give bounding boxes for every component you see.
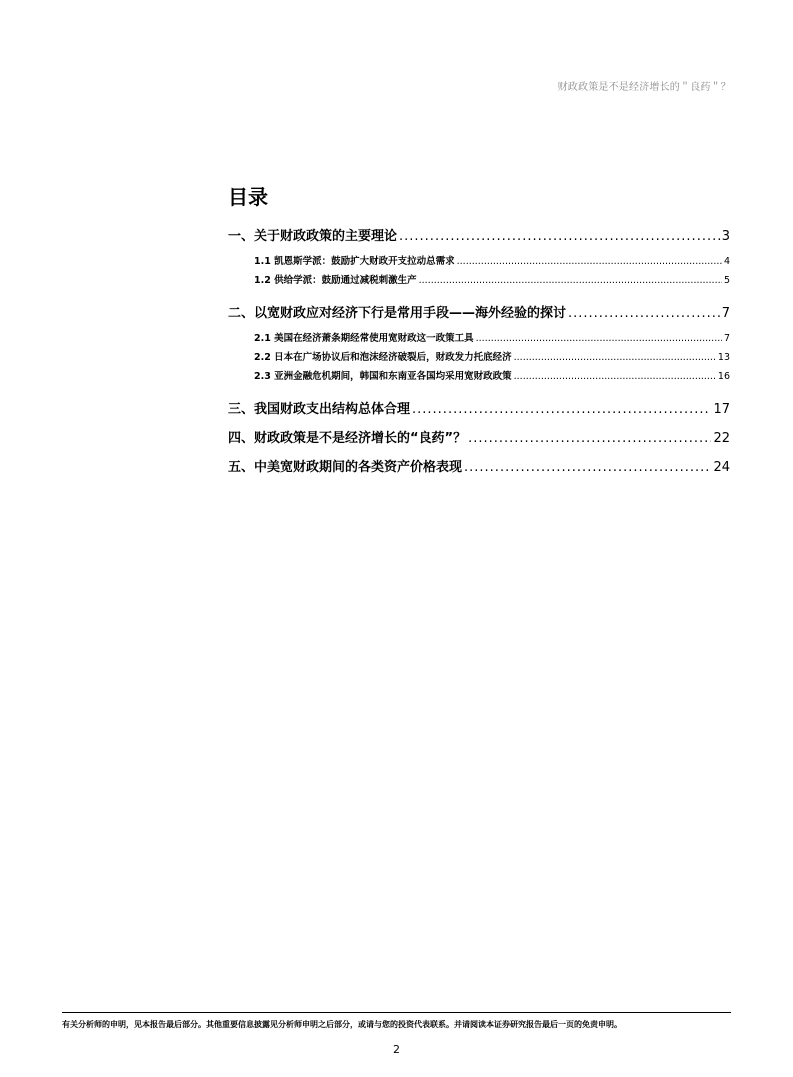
toc-leader-dots — [514, 351, 716, 365]
table-of-contents — [228, 226, 730, 486]
toc-entry-label: 三、我国财政支出结构总体合理 — [228, 402, 411, 417]
footer-divider — [62, 1012, 731, 1013]
toc-leader-dots — [412, 401, 711, 419]
toc-entry-page: 3 — [721, 229, 730, 244]
toc-entry-label: 四、财政政策是不是经济增长的“良药”？ — [228, 431, 467, 446]
running-header: 财政政策是不是经济增长的＂良药＂？ — [557, 82, 731, 93]
toc-entry-page: 24 — [713, 460, 730, 475]
toc-entry-page: 4 — [723, 256, 730, 267]
toc-subentry[interactable] — [228, 332, 730, 351]
toc-entry-label: 2.2 日本在广场协议后和泡沫经济破裂后，财政发力托底经济 — [254, 352, 512, 363]
toc-entry-page: 16 — [717, 371, 730, 382]
toc-spacer — [228, 389, 730, 399]
toc-entry-label: 2.3 亚洲金融危机期间，韩国和东南亚各国均采用宽财政政策 — [254, 371, 512, 382]
toc-subentry[interactable] — [228, 274, 730, 293]
toc-leader-dots — [457, 255, 722, 269]
toc-entry-label: 二、以宽财政应对经济下行是常用手段——海外经验的探讨 — [228, 306, 567, 321]
toc-subentry[interactable] — [228, 255, 730, 274]
toc-subentry[interactable] — [228, 351, 730, 370]
toc-spacer — [228, 293, 730, 303]
toc-entry-label: 1.1 凯恩斯学派：鼓励扩大财政开支拉动总需求 — [254, 256, 455, 267]
footer-disclaimer: 有关分析师的申明，见本报告最后部分。其他重要信息披露见分析师申明之后部分，或请与您的投资代表联系。并请阅读本证券研究报告最后一页的免责申明。 — [62, 1020, 622, 1029]
toc-leader-dots — [464, 459, 711, 477]
page-number: 2 — [393, 1043, 400, 1056]
toc-title: 目录 — [228, 185, 268, 209]
toc-entry-page: 7 — [721, 306, 730, 321]
toc-entry-label: 2.1 美国在经济萧条期经常使用宽财政这一政策工具 — [254, 333, 474, 344]
toc-entry-page: 17 — [713, 402, 730, 417]
toc-entry[interactable] — [228, 428, 730, 457]
toc-entry[interactable] — [228, 457, 730, 486]
toc-leader-dots — [476, 332, 722, 346]
toc-leader-dots — [568, 305, 720, 323]
toc-entry-label: 1.2 供给学派：鼓励通过减税刺激生产 — [254, 275, 417, 286]
toc-entry-label: 一、关于财政政策的主要理论 — [228, 229, 398, 244]
toc-leader-dots — [399, 228, 720, 246]
toc-leader-dots — [468, 430, 711, 448]
toc-leader-dots — [514, 370, 716, 384]
toc-leader-dots — [419, 274, 722, 288]
toc-entry-label: 五、中美宽财政期间的各类资产价格表现 — [228, 460, 463, 475]
toc-entry[interactable] — [228, 303, 730, 332]
toc-entry-page: 7 — [723, 333, 730, 344]
toc-entry-page: 22 — [713, 431, 730, 446]
toc-entry[interactable] — [228, 399, 730, 428]
toc-entry-page: 5 — [723, 275, 730, 286]
toc-subentry[interactable] — [228, 370, 730, 389]
toc-entry[interactable] — [228, 226, 730, 255]
toc-entry-page: 13 — [717, 352, 730, 363]
